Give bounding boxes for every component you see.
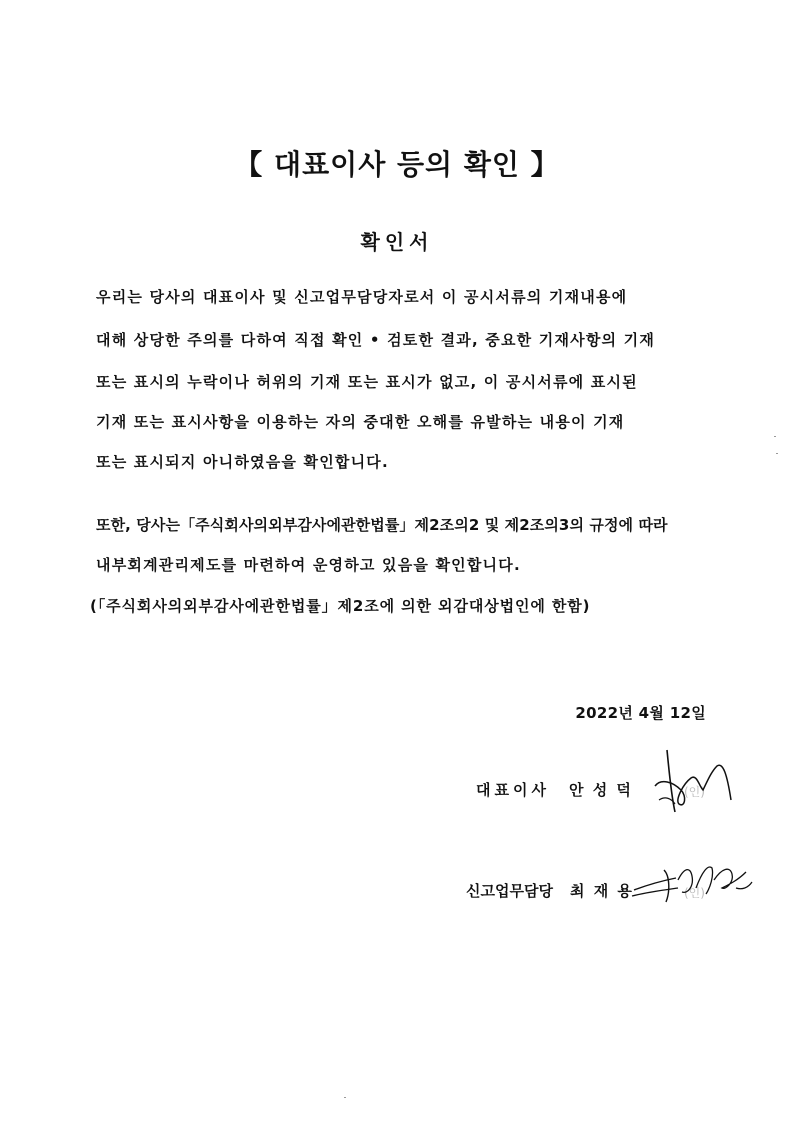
signature-ceo	[645, 742, 745, 827]
paragraph-1-line: 또는 표시되지 아니하였음을 확인합니다.	[96, 453, 389, 471]
document-subtitle: 확인서	[360, 230, 434, 254]
paragraph-2-line: 또한, 당사는「주식회사의외부감사에관한법률」제2조의2 및 제2조의3의 규정에 따라	[96, 516, 668, 534]
scan-speck	[774, 436, 776, 437]
signatory-name: 안 성 덕	[569, 781, 633, 799]
signatory-role: 신고업무담당	[466, 882, 553, 900]
paragraph-2-line: 내부회계관리제도를 마련하여 운영하고 있음을 확인합니다.	[96, 556, 521, 574]
scan-speck	[344, 1097, 346, 1098]
paragraph-1-line: 또는 표시의 누락이나 허위의 기재 또는 표시가 없고, 이 공시서류에 표시된	[96, 373, 638, 391]
scan-speck	[776, 453, 778, 454]
signature-reporter	[630, 858, 760, 908]
seal-mark: (인)	[684, 886, 705, 900]
signatory-role: 대표이사	[476, 781, 550, 799]
paragraph-1-line: 대해 상당한 주의를 다하여 직접 확인 • 검토한 결과, 중요한 기재사항의 기재	[96, 331, 656, 349]
paragraph-1-line: 기재 또는 표시사항을 이용하는 자의 중대한 오해를 유발하는 내용이 기재	[96, 413, 625, 431]
document-date: 2022년 4월 12일	[575, 704, 706, 722]
document-title: 【 대표이사 등의 확인 】	[234, 148, 560, 181]
paragraph-2-line: (「주식회사의외부감사에관한법률」제2조에 의한 외감대상법인에 한함)	[90, 597, 591, 615]
signatory-name: 최 재 용	[570, 882, 634, 900]
paragraph-1-line: 우리는 당사의 대표이사 및 신고업무담당자로서 이 공시서류의 기재내용에	[96, 288, 628, 306]
seal-mark: (인)	[684, 785, 705, 799]
